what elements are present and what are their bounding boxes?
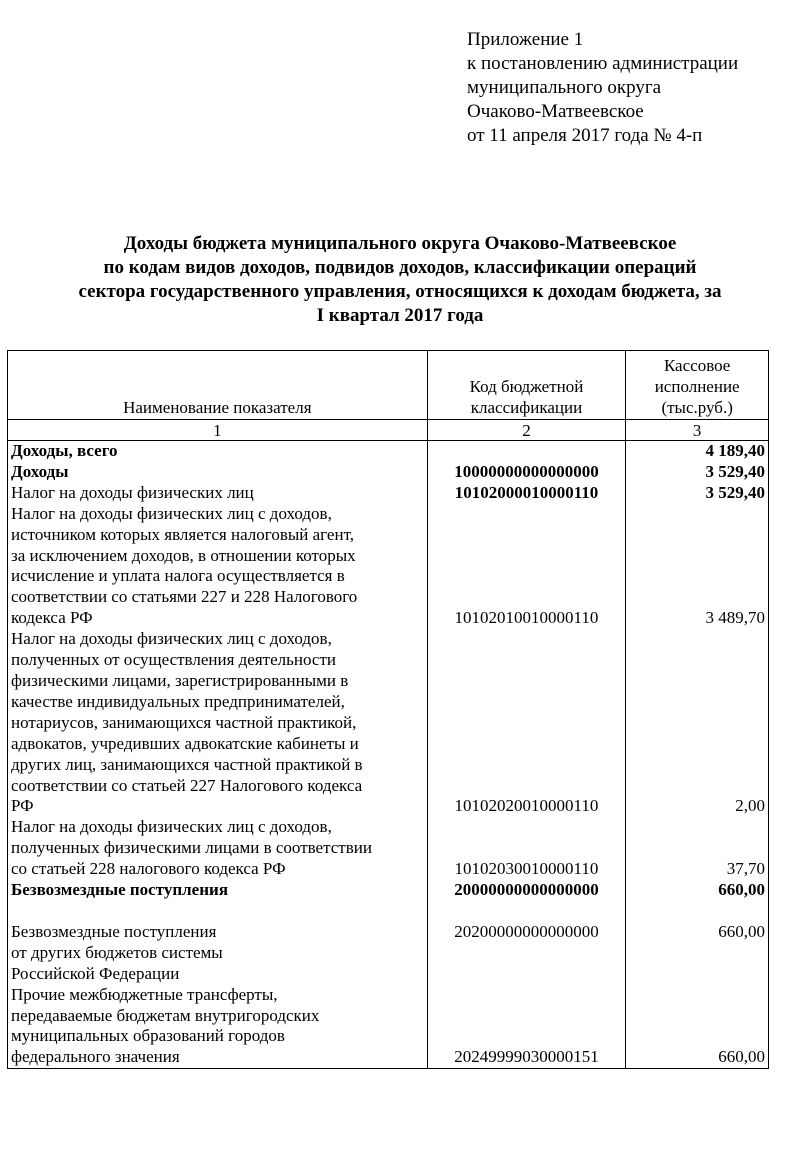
row-name: Прочие межбюджетные трансферты, передаваемые бюджетам внутригородских муниципальных образований городов федерального значения (8, 985, 428, 1069)
row-value: 2,00 (626, 629, 769, 817)
appendix-line: от 11 апреля 2017 года № 4-п (467, 125, 703, 146)
column-number: 3 (626, 420, 769, 441)
row-value: 3 529,40 (626, 483, 769, 504)
table-header-row (8, 351, 769, 420)
row-value: 3 529,40 (626, 462, 769, 483)
title-line: Доходы бюджета муниципального округа Очаково-Матвеевское (123, 233, 677, 254)
row-code: 10102000010000110 (427, 483, 626, 504)
header-code: Код бюджетной классификации (427, 351, 626, 420)
row-code: 10102030010000110 (427, 817, 626, 880)
row-value: 660,00 (626, 880, 769, 901)
appendix-line: муниципального округа (467, 77, 662, 98)
title-line: I квартал 2017 года (316, 305, 484, 326)
table-row (8, 901, 769, 985)
row-name: Безвозмездные поступления (8, 880, 428, 901)
table-row (8, 880, 769, 901)
table-body (8, 441, 769, 1069)
row-value: 3 489,70 (626, 504, 769, 629)
row-code: 20249999030000151 (427, 985, 626, 1069)
row-name: Налог на доходы физических лиц с доходов, полученных от осуществления деятельности физическими лицами, зарегистрированными в качестве индивидуальных предпринимателей, нотариусов, занимающихся частной практикой, адвокатов, учредивших адвокатские кабинеты и других лиц, занимающихся частной практикой в соответствии со статьей 227 Налогового кодекса РФ (8, 629, 428, 817)
row-code: 20200000000000000 (427, 901, 626, 985)
row-name: Налог на доходы физических лиц с доходов, источником которых является налоговый агент, за исключением доходов, в отношении которых исчисление и уплата налога осуществляется в соответствии со статьями 227 и 228 Налогового кодекса РФ (8, 504, 428, 629)
table-row (8, 504, 769, 629)
title-line: сектора государственного управления, относящихся к доходам бюджета, за (78, 281, 722, 302)
row-value: 660,00 (626, 985, 769, 1069)
table-row (8, 483, 769, 504)
header-value: Кассовое исполнение (тыс.руб.) (626, 351, 769, 420)
appendix-line: Очаково-Матвеевское (467, 101, 644, 122)
appendix-line: Приложение 1 (467, 29, 584, 50)
row-name: Доходы, всего (8, 441, 428, 462)
row-value: 4 189,40 (626, 441, 769, 462)
row-name: Доходы (8, 462, 428, 483)
row-name: Безвозмездные поступления от других бюджетов системы Российской Федерации (8, 901, 428, 985)
table-row (8, 985, 769, 1069)
row-value: 37,70 (626, 817, 769, 880)
appendix-line: к постановлению администрации (467, 53, 739, 74)
row-value: 660,00 (626, 901, 769, 985)
row-name: Налог на доходы физических лиц с доходов, полученных физическими лицами в соответствии со статьей 228 налогового кодекса РФ (8, 817, 428, 880)
row-code: 20000000000000000 (427, 880, 626, 901)
table-row (8, 462, 769, 483)
row-code: 10102020010000110 (427, 629, 626, 817)
table-row (8, 441, 769, 462)
header-name: Наименование показателя (8, 351, 428, 420)
row-code (427, 441, 626, 462)
appendix-block (467, 28, 797, 148)
budget-table (7, 350, 769, 1069)
title-line: по кодам видов доходов, подвидов доходов, классификации операций (103, 257, 697, 278)
table-row (8, 817, 769, 880)
row-name: Налог на доходы физических лиц (8, 483, 428, 504)
column-number: 2 (427, 420, 626, 441)
table-row (8, 629, 769, 817)
row-code: 10102010010000110 (427, 504, 626, 629)
document-title (0, 232, 800, 328)
column-number-row (8, 420, 769, 441)
column-number: 1 (8, 420, 428, 441)
row-code: 10000000000000000 (427, 462, 626, 483)
